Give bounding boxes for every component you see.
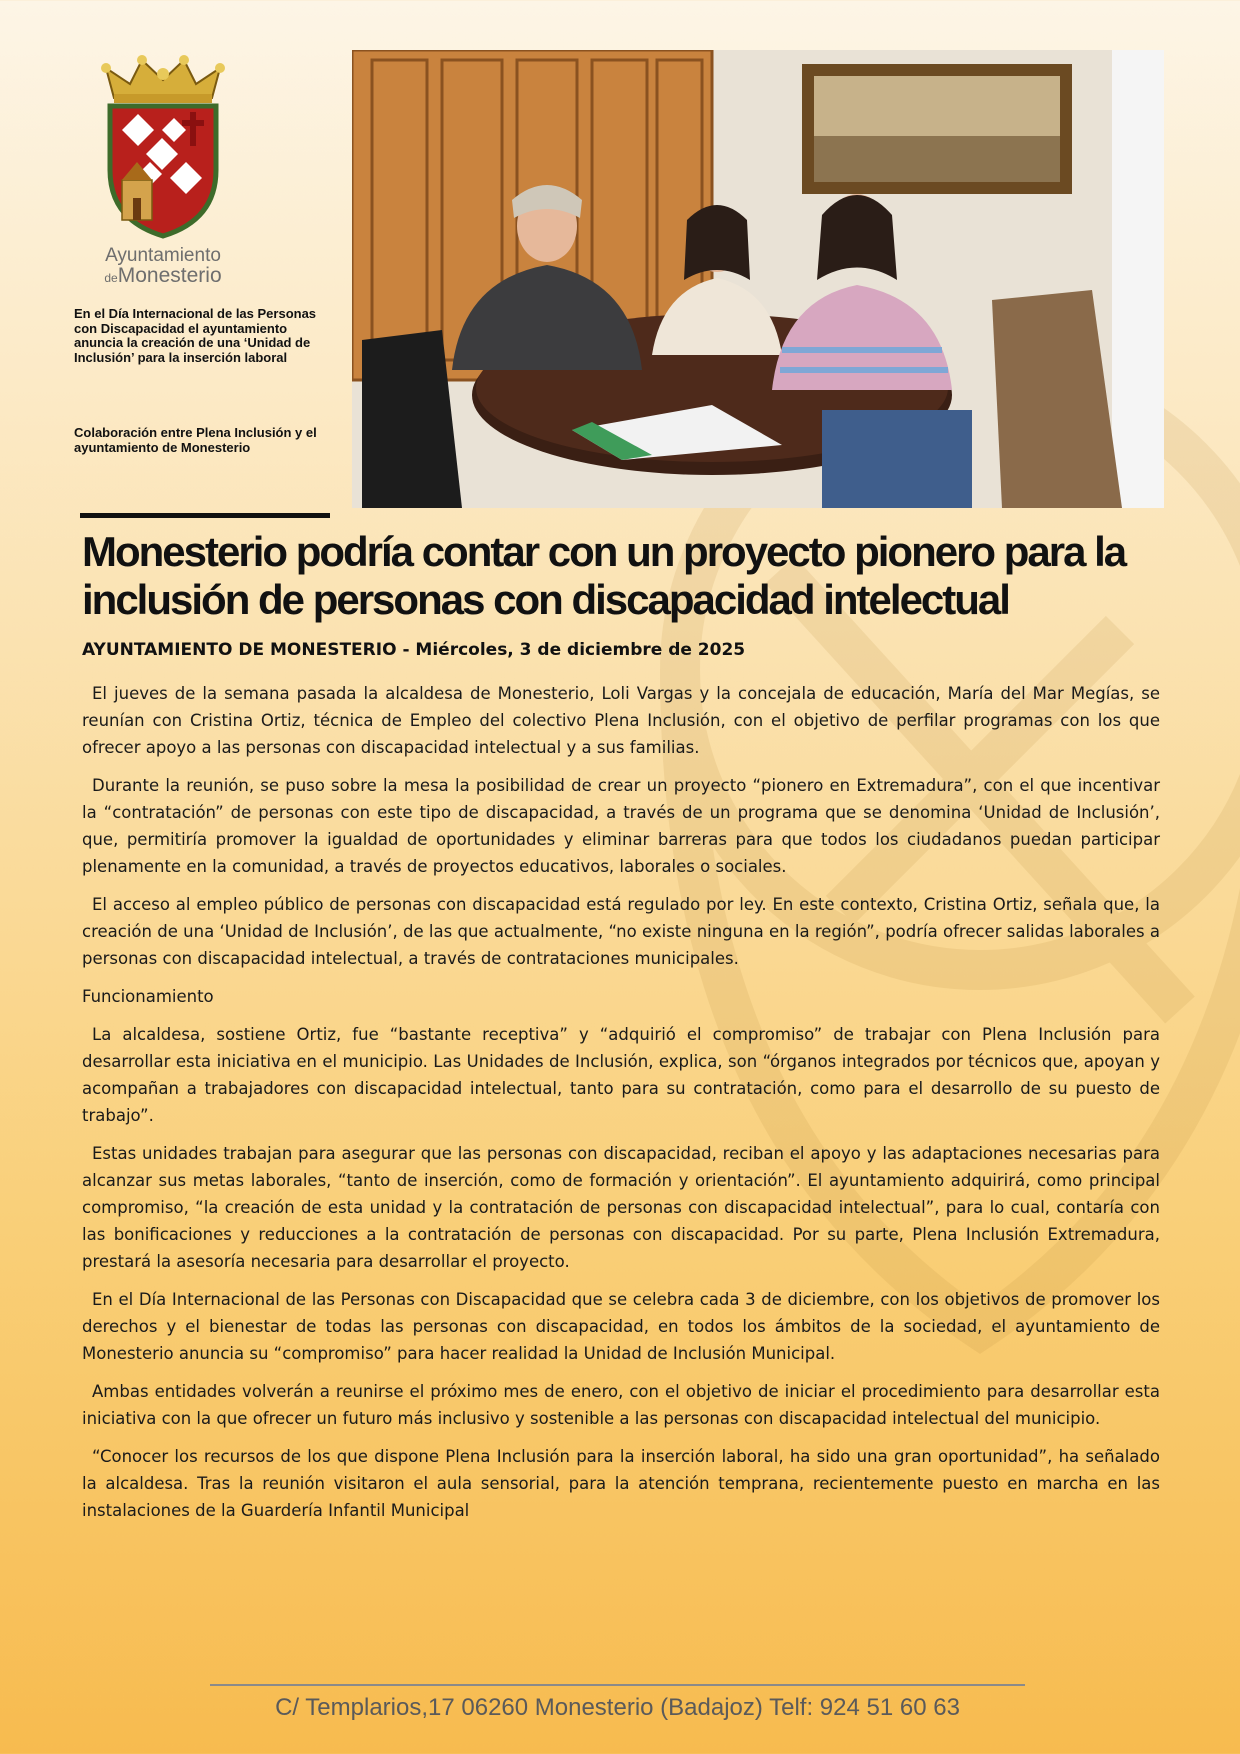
article-paragraph: Ambas entidades volverán a reunirse el próximo mes de enero, con el objetivo de iniciar el procedimiento para desarrollar esta iniciativa con la que ofrecer un futuro más inclusivo y sostenible a las personas con discapacidad intelectual del municipio. [82,1382,1160,1428]
wordmark-line2: Monesterio [117,264,222,287]
article-body [82,680,1160,1535]
wordmark-line1: Ayuntamiento [105,245,221,266]
article-paragraph: Durante la reunión, se puso sobre la mesa la posibilidad de crear un proyecto “pionero en Extremadura”, con el que incentivar la “contratación” de personas con este tipo de discapacidad, a través de un programa que se denomina ‘Unidad de Inclusión’, que, permitiría promover la igualdad de oportunidades y eliminar barreras para que todos los ciudadanos puedan participar plenamente en la comunidad, a través de proyectos educativos, laborales o sociales. [82,776,1160,876]
headline-rule [80,513,330,518]
footer-address: C/ Templarios,17 06260 Monesterio (Badajoz) Telf: 924 51 60 63 [275,1694,960,1721]
article-paragraph: El jueves de la semana pasada la alcaldesa de Monesterio, Loli Vargas y la concejala de educación, María del Mar Megías, se reunían con Cristina Ortiz, técnica de Empleo del colectivo Plena Inclusión, con el objetivo de perfilar programas con los que ofrecer apoyo a las personas con discapacidad intelectual y a sus familias. [82,684,1160,757]
ayuntamiento-wordmark [72,246,254,286]
town-crest-logo [92,50,234,240]
side-note-collaboration: Colaboración entre Plena Inclusión y el ayuntamiento de Monesterio [74,425,317,455]
article-paragraph: “Conocer los recursos de los que dispone Plena Inclusión para la inserción laboral, ha sido una gran oportunidad”, ha señalado la alcaldesa. Tras la reunión visitaron el aula sensorial, para la atención temprana, recientemente puesto en marcha en las instalaciones de la Guardería Infantil Municipal [82,1447,1160,1520]
meeting-photo [352,50,1164,508]
wordmark-prefix: de [104,271,118,285]
article-paragraph: La alcaldesa, sostiene Ortiz, fue “bastante receptiva” y “adquirió el compromiso” de trabajar con Plena Inclusión para desarrollar esta iniciativa en el municipio. Las Unidades de Inclusión, explica, son “órganos integrados por técnicos que, apoyan y acompañan a trabajadores con discapacidad intelectual, tanto para su contratación, como para el desarrollo de su puesto de trabajo”. [82,1025,1160,1125]
framed-painting [802,64,1072,194]
article-paragraph: El acceso al empleo público de personas con discapacidad está regulado por ley. En este contexto, Cristina Ortiz, señala que, la creación de una ‘Unidad de Inclusión’, de las que actualmente, “no existe ninguna en la región”, podría ofrecer salidas laborales a personas con discapacidad intelectual, a través de contrataciones municipales. [82,895,1160,968]
headline: Monesterio podría contar con un proyecto pionero para la inclusión de personas con discapacidad intelectual [82,528,1126,623]
crown-icon [101,55,225,103]
side-note-summary: En el Día Internacional de las Personas con Discapacidad el ayuntamiento anuncia la creación de una ‘Unidad de Inclusión’ para la inserción laboral [74,306,317,365]
article-paragraph: Estas unidades trabajan para asegurar que las personas con discapacidad, reciban el apoyo y las adaptaciones necesarias para alcanzar sus metas laborales, “tanto de inserción, como de formación y orientación”. El ayuntamiento adquirirá, como principal compromiso, “la creación de esta unidad y la contratación de personas con discapacidad intelectual”, para lo cual, contaría con las bonificaciones y reducciones a la contratación de personas con discapacidad. Por su parte, Plena Inclusión Extremadura, prestará la asesoría necesaria para desarrollar el proyecto. [82,1144,1160,1271]
article-subheading: Funcionamiento [82,987,214,1006]
article-paragraph: En el Día Internacional de las Personas con Discapacidad que se celebra cada 3 de diciembre, con los objetivos de promover los derechos y el bienestar de todas las personas con discapacidad, en todos los ámbitos de la sociedad, el ayuntamiento de Monesterio anuncia su “compromiso” para hacer realidad la Unidad de Inclusión Municipal. [82,1290,1160,1363]
byline: AYUNTAMIENTO DE MONESTERIO - Miércoles, 3 de diciembre de 2025 [82,640,746,660]
footer-rule [210,1684,1025,1686]
